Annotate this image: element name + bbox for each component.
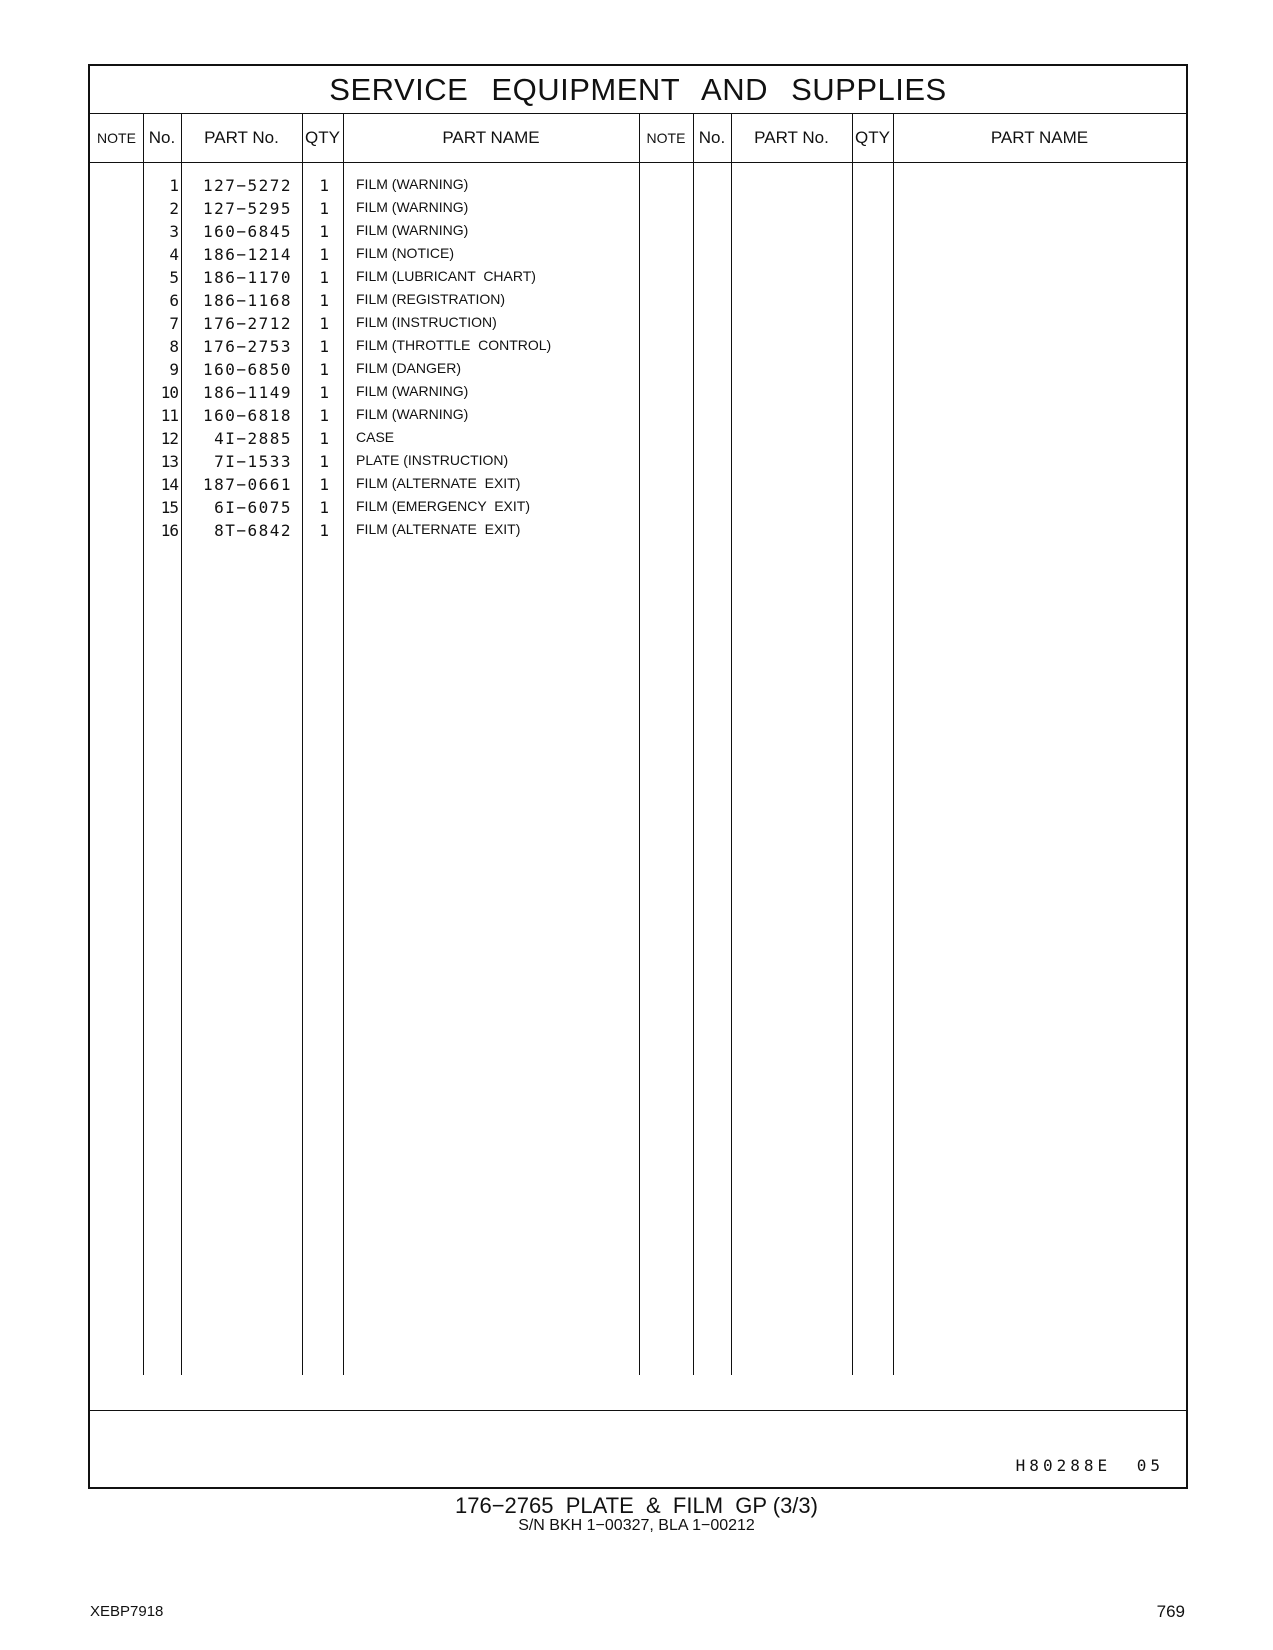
table-row [90, 404, 1186, 427]
quantity: 1 [319, 245, 329, 264]
quantity: 1 [319, 383, 329, 402]
header-qty-right: QTY [855, 128, 890, 147]
parts-table [88, 64, 1188, 1489]
header-part-name-right: PART NAME [990, 128, 1089, 147]
table-row [90, 220, 1186, 243]
part-number: 176−2753 [202, 337, 292, 356]
document-id: XEBP7918 [90, 1603, 164, 1620]
item-number: 4 [169, 245, 178, 264]
part-name: FILM (ALTERNATE EXIT) [356, 475, 521, 491]
serial-range: S/N BKH 1−00327, BLA 1−00212 [518, 1517, 755, 1534]
quantity: 1 [319, 222, 329, 241]
quantity: 1 [319, 429, 329, 448]
part-number: 127−5295 [202, 199, 292, 218]
table-row [90, 450, 1186, 473]
part-name: FILM (WARNING) [356, 199, 469, 215]
part-name: FILM (WARNING) [356, 383, 469, 399]
item-number: 11 [160, 406, 178, 425]
part-name: FILM (REGISTRATION) [356, 291, 506, 307]
quantity: 1 [319, 452, 329, 471]
header-note-right: NOTE [646, 130, 686, 146]
part-number: 186−1168 [202, 291, 292, 310]
item-number: 6 [169, 291, 178, 310]
header-part-no-left: PART No. [204, 128, 279, 147]
part-name: PLATE (INSTRUCTION) [356, 452, 509, 468]
part-number: 186−1214 [202, 245, 292, 264]
item-number: 16 [160, 521, 178, 540]
table-title: SERVICE EQUIPMENT AND SUPPLIES [90, 66, 1186, 114]
table-row [90, 519, 1186, 542]
group-title: 176−2765 PLATE & FILM GP (3/3) [455, 1493, 818, 1518]
part-name: FILM (EMERGENCY EXIT) [356, 498, 530, 514]
quantity: 1 [319, 475, 329, 494]
quantity: 1 [319, 314, 329, 333]
part-number: 187−0661 [202, 475, 292, 494]
part-name: FILM (DANGER) [356, 360, 461, 376]
item-number: 7 [169, 314, 178, 333]
quantity: 1 [319, 337, 329, 356]
quantity: 1 [319, 291, 329, 310]
part-name: FILM (WARNING) [356, 176, 469, 192]
part-number: 160−6850 [202, 360, 292, 379]
parts-list [90, 174, 1186, 542]
item-number: 9 [169, 360, 178, 379]
part-name: FILM (ALTERNATE EXIT) [356, 521, 521, 537]
part-number: 186−1170 [202, 268, 292, 287]
part-number: 7I−1533 [214, 452, 292, 471]
part-number: 127−5272 [202, 176, 292, 195]
table-row [90, 174, 1186, 197]
item-number: 14 [160, 475, 178, 494]
table-row [90, 197, 1186, 220]
quantity: 1 [319, 176, 329, 195]
table-row [90, 473, 1186, 496]
table-row [90, 266, 1186, 289]
part-name: FILM (WARNING) [356, 406, 469, 422]
part-name: FILM (WARNING) [356, 222, 469, 238]
header-qty-left: QTY [305, 128, 340, 147]
item-number: 13 [160, 452, 178, 471]
quantity: 1 [319, 360, 329, 379]
item-number: 8 [169, 337, 178, 356]
item-number: 12 [160, 429, 178, 448]
table-row [90, 243, 1186, 266]
item-number: 1 [169, 176, 178, 195]
part-name: FILM (LUBRICANT CHART) [356, 268, 536, 284]
quantity: 1 [319, 406, 329, 425]
part-name: FILM (NOTICE) [356, 245, 454, 261]
header-no-left: No. [148, 128, 176, 147]
quantity: 1 [319, 521, 329, 540]
header-note-left: NOTE [97, 130, 136, 146]
part-number: 160−6818 [202, 406, 292, 425]
page-number: 769 [1156, 1602, 1185, 1621]
item-number: 2 [169, 199, 178, 218]
item-number: 10 [160, 383, 178, 402]
quantity: 1 [319, 498, 329, 517]
quantity: 1 [319, 268, 329, 287]
part-number: 6I−6075 [214, 498, 292, 517]
part-name: FILM (INSTRUCTION) [356, 314, 497, 330]
item-number: 15 [160, 498, 178, 517]
header-part-name-left: PART NAME [442, 128, 540, 147]
table-row [90, 427, 1186, 450]
part-name: FILM (THROTTLE CONTROL) [356, 337, 552, 353]
table-row [90, 358, 1186, 381]
part-number: 186−1149 [202, 383, 292, 402]
table-row [90, 335, 1186, 358]
header-divider [90, 162, 1186, 163]
table-row [90, 312, 1186, 335]
quantity: 1 [319, 199, 329, 218]
drawing-code: H80288E 05 [1015, 1456, 1164, 1475]
part-number: 160−6845 [202, 222, 292, 241]
item-number: 3 [169, 222, 178, 241]
part-name: CASE [356, 429, 395, 445]
part-number: 8T−6842 [214, 521, 292, 540]
table-row [90, 381, 1186, 404]
header-no-right: No. [698, 128, 726, 147]
part-number: 4I−2885 [214, 429, 292, 448]
table-row [90, 496, 1186, 519]
item-number: 5 [169, 268, 178, 287]
part-number: 176−2712 [202, 314, 292, 333]
table-row [90, 289, 1186, 312]
header-part-no-right: PART No. [754, 128, 829, 147]
table-body-bottom-divider [90, 1410, 1186, 1411]
